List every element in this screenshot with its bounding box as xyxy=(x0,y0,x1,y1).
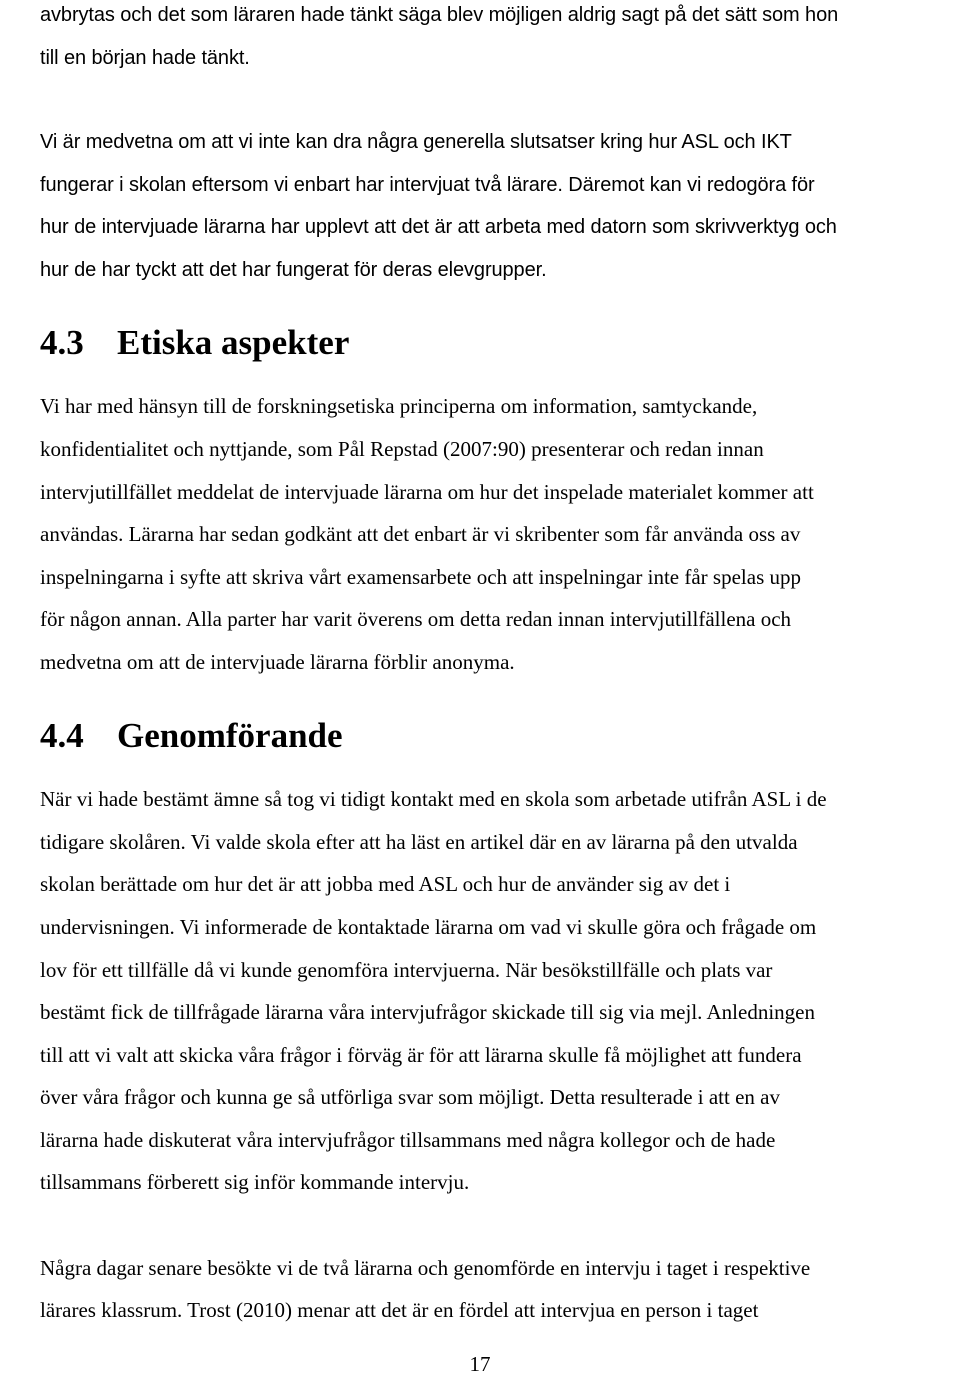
page-number: 17 xyxy=(469,1352,491,1376)
paragraph-line: över våra frågor och kunna ge så utförliga svar som möjligt. Detta resulterade i att en av xyxy=(40,1085,780,1109)
paragraph-line: konfidentialitet och nyttjande, som Pål Repstad (2007:90) presenterar och redan innan xyxy=(40,437,764,461)
paragraph-line: till att vi valt att skicka våra frågor i förväg är för att lärarna skulle få möjlighet att fundera xyxy=(40,1043,802,1067)
paragraph-line: avbrytas och det som läraren hade tänkt säga blev möjligen aldrig sagt på det sätt som hon xyxy=(40,4,839,26)
paragraph-line: tillsammans förberett sig inför kommande intervju. xyxy=(40,1170,470,1194)
paragraph-line: hur de har tyckt att det har fungerat för deras elevgrupper. xyxy=(40,259,547,281)
paragraph-line: skolan berättade om hur det är att jobba med ASL och hur de använder sig av det i xyxy=(40,872,731,896)
section-number: 4.3 xyxy=(40,323,84,362)
section-heading xyxy=(40,716,343,756)
paragraph-line: till en början hade tänkt. xyxy=(40,47,250,69)
paragraph-line: lov för ett tillfälle då vi kunde genomföra intervjuerna. När besökstillfälle och plats var xyxy=(40,958,773,982)
section-title: Genomförande xyxy=(117,716,343,755)
paragraph-line: för någon annan. Alla parter har varit överens om detta redan innan intervjutillfällena och xyxy=(40,607,792,631)
paragraph-line: fungerar i skolan eftersom vi enbart har intervjuat två lärare. Däremot kan vi redogöra för xyxy=(40,174,815,196)
paragraph-line: inspelningarna i syfte att skriva vårt examensarbete och att inspelningar inte får spelas upp xyxy=(40,565,801,589)
section-number: 4.4 xyxy=(40,716,84,755)
paragraph-line: lärares klassrum. Trost (2010) menar att det är en fördel att intervjua en person i taget xyxy=(40,1298,759,1322)
paragraph-line: lärarna hade diskuterat våra intervjufrågor tillsammans med några kollegor och de hade xyxy=(40,1128,776,1152)
paragraph-line: Vi har med hänsyn till de forskningsetiska principerna om information, samtyckande, xyxy=(40,394,758,418)
paragraph-line: Vi är medvetna om att vi inte kan dra några generella slutsatser kring hur ASL och IKT xyxy=(40,131,792,153)
paragraph-line: När vi hade bestämt ämne så tog vi tidigt kontakt med en skola som arbetade utifrån ASL i de xyxy=(40,787,827,811)
paragraph-line: medvetna om att de intervjuade lärarna förblir anonyma. xyxy=(40,650,515,674)
paragraph-line: bestämt fick de tillfrågade lärarna våra intervjufrågor skickade till sig via mejl. Anledningen xyxy=(40,1000,815,1024)
paragraph-line: Några dagar senare besökte vi de två lärarna och genomförde en intervju i taget i respektive xyxy=(40,1256,811,1280)
section-heading xyxy=(40,323,349,363)
paragraph-line: tidigare skolåren. Vi valde skola efter att ha läst en artikel där en av lärarna på den utvalda xyxy=(40,830,798,854)
section-title: Etiska aspekter xyxy=(117,323,350,362)
paragraph-line: hur de intervjuade lärarna har upplevt att det är att arbeta med datorn som skrivverktyg och xyxy=(40,216,837,238)
paragraph-line: undervisningen. Vi informerade de kontaktade lärarna om vad vi skulle göra och frågade om xyxy=(40,915,817,939)
paragraph-line: intervjutillfället meddelat de intervjuade lärarna om hur det inspelade materialet kommer att xyxy=(40,480,814,504)
paragraph-line: användas. Lärarna har sedan godkänt att det enbart är vi skribenter som får använda oss av xyxy=(40,522,801,546)
